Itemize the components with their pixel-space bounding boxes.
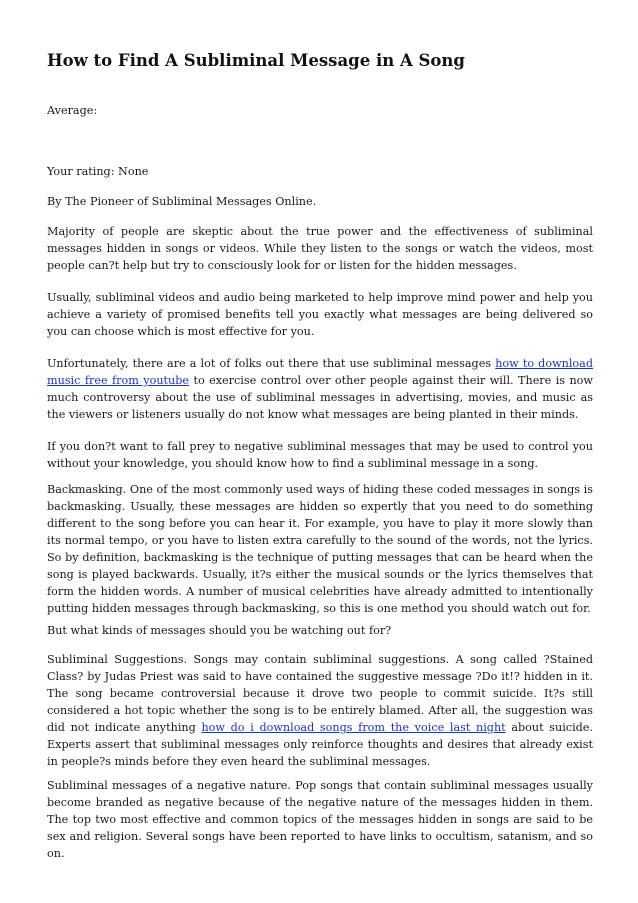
page-title: How to Find A Subliminal Message in A Song <box>47 51 465 70</box>
paragraph-suggestions <box>47 651 593 770</box>
paragraph-warning: If you don?t want to fall prey to negative subliminal messages that may be used to control you without your knowledge, you should know how to find a subliminal message in a song. <box>47 440 593 470</box>
paragraph-text: about suicide. Experts assert that subliminal messages only reinforce thoughts and desires that already exist in people?s minds before they even heard the subliminal messages. <box>47 721 593 768</box>
paragraph-text: Unfortunately, there are a lot of folks out there that use subliminal messages <box>47 357 496 370</box>
average-label: Average: <box>47 104 98 117</box>
rating-label: Your rating: None <box>47 165 149 178</box>
download-music-link[interactable]: how to download music free from youtube <box>47 357 593 387</box>
paragraph-controversy <box>47 355 593 423</box>
paragraph-text: to exercise control over other people against their will. There is now much controversy about the use of subliminal messages in advertising, movies, and music as the viewers or listeners usually do not know what messages are being planted in their minds. <box>47 374 593 421</box>
paragraph-intro: Majority of people are skeptic about the true power and the effectiveness of subliminal messages hidden in songs or videos. While they listen to the songs or watch the videos, most people can?t help but try to consciously look for or listen for the hidden messages. <box>47 225 593 272</box>
paragraph-text: Subliminal Suggestions. Songs may contain subliminal suggestions. A song called ?Stained Class? by Judas Priest was said to have contained the suggestive message ?Do it!? hidden in it. The song became controversial because it drove two people to commit suicide. It?s still considered a hot topic whether the song is to be entirely blamed. After all, the suggestion was did not indicate anything <box>47 653 593 734</box>
download-songs-link[interactable]: how do i download songs from the voice last night <box>201 721 506 734</box>
paragraph-marketing: Usually, subliminal videos and audio being marketed to help improve mind power and help you achieve a variety of promised benefits tell you exactly what messages are being delivered so you can choose which is most effective for you. <box>47 291 593 338</box>
paragraph-question: But what kinds of messages should you be watching out for? <box>47 624 392 637</box>
paragraph-backmasking: Backmasking. One of the most commonly used ways of hiding these coded messages in songs is backmasking. Usually, these messages are hidden so expertly that you need to do something different to the song before you can hear it. For example, you have to play it more slowly than its normal tempo, or you have to listen extra carefully to the sound of the words, not the lyrics. So by definition, backmasking is the technique of putting messages that can be heard when the song is played backwards. Usually, it?s either the musical sounds or the lyrics themselves that form the hidden words. A number of musical celebrities have already admitted to intentionally putting hidden messages through backmasking, so this is one method you should watch out for. <box>47 483 593 615</box>
paragraph-negative: Subliminal messages of a negative nature. Pop songs that contain subliminal messages usually become branded as negative because of the negative nature of the messages hidden in them. The top two most effective and common topics of the messages hidden in songs are said to be sex and religion. Several songs have been reported to have links to occultism, satanism, and so on. <box>47 779 593 860</box>
byline: By The Pioneer of Subliminal Messages Online. <box>47 195 317 208</box>
